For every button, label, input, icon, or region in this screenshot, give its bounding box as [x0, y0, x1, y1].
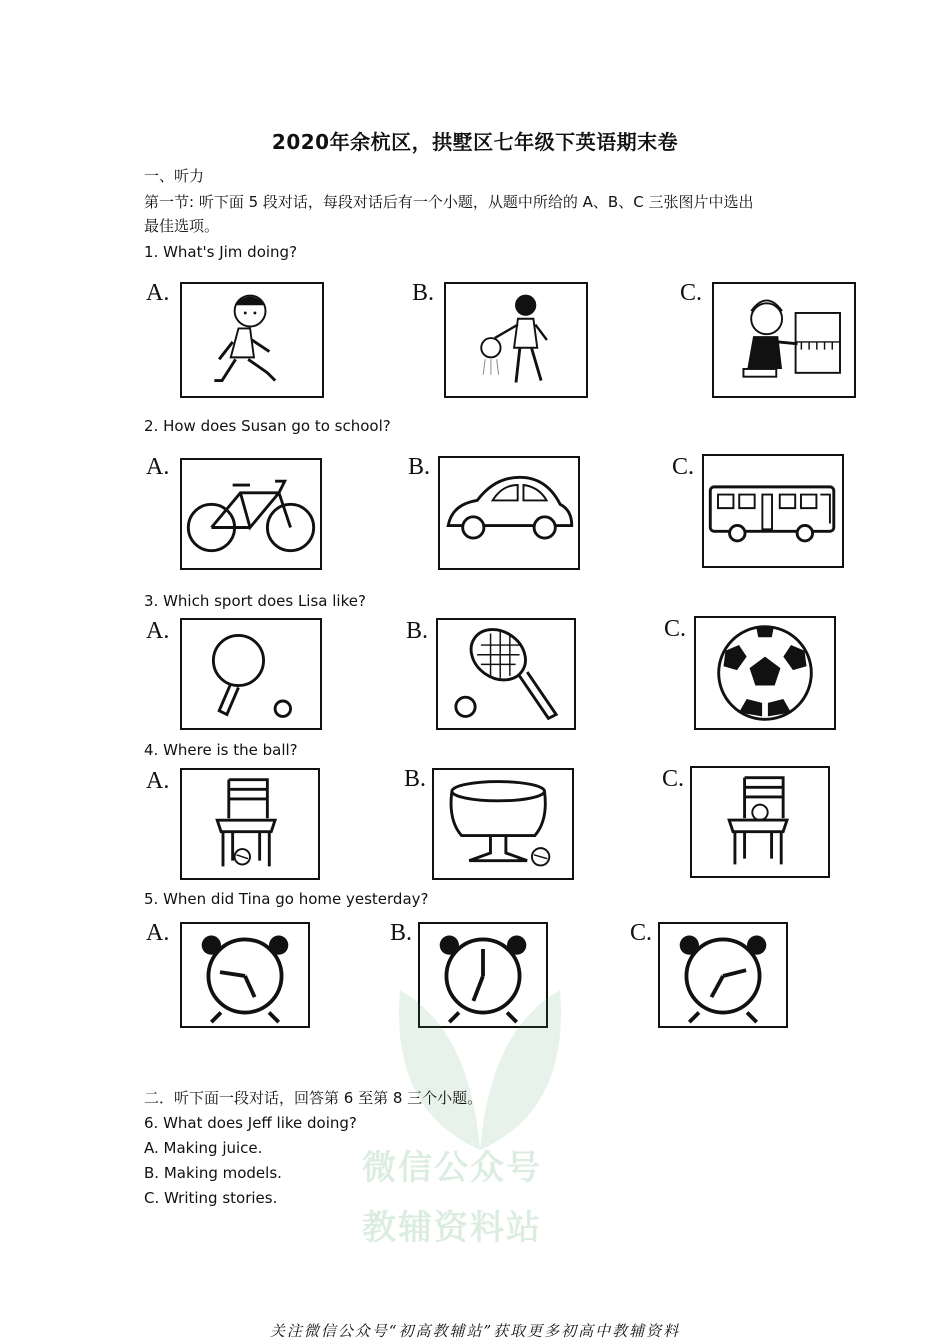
ball-under-chair-icon[interactable] [180, 768, 320, 880]
option-letter-5c: C. [630, 920, 653, 946]
section2-heading: 二．听下面一段对话，回答第 6 至第 8 三个小题。 [144, 1089, 483, 1107]
question-3: 3. Which sport does Lisa like? [144, 592, 366, 610]
section1-instruction: 第一节: 听下面 5 段对话，每段对话后有一个小题，从题中所给的 A、B、C 三张图片中选出 [144, 193, 754, 211]
watermark-line1: 微信公众号 [362, 1148, 542, 1188]
q6-option-a: A. Making juice. [144, 1139, 263, 1157]
option-letter-4a: A. [146, 768, 170, 794]
q6-option-c: C. Writing stories. [144, 1189, 278, 1207]
footer-note: 关注微信公众号“初高教辅站”获取更多初高中教辅资料 [269, 1322, 681, 1340]
option-letter-2b: B. [408, 454, 431, 480]
option-letter-3b: B. [406, 618, 429, 644]
car-icon[interactable] [438, 456, 580, 570]
option-letter-4c: C. [662, 766, 685, 792]
ball-on-chair-icon[interactable] [690, 766, 830, 878]
boy-piano-icon[interactable] [712, 282, 856, 398]
option-letter-1b: B. [412, 280, 435, 306]
tennis-icon[interactable] [436, 618, 576, 730]
soccer-ball-icon[interactable] [694, 616, 836, 730]
option-letter-4b: B. [404, 766, 427, 792]
question-2: 2. How does Susan go to school? [144, 417, 391, 435]
option-letter-2a: A. [146, 454, 170, 480]
q6-option-b: B. Making models. [144, 1164, 282, 1182]
page-title: 2020年余杭区，拱墅区七年级下英语期末卷 [271, 130, 679, 154]
option-letter-1a: A. [146, 280, 170, 306]
alarm-clock-icon[interactable] [658, 922, 788, 1028]
question-6: 6. What does Jeff like doing? [144, 1114, 357, 1132]
option-letter-5a: A. [146, 920, 170, 946]
section1-instruction-cont: 最佳选项。 [144, 217, 220, 235]
leaf-watermark-icon [360, 960, 600, 1160]
question-1: 1. What's Jim doing? [144, 243, 298, 261]
alarm-clock-icon[interactable] [180, 922, 310, 1028]
option-letter-3a: A. [146, 618, 170, 644]
option-letter-2c: C. [672, 454, 695, 480]
bus-icon[interactable] [702, 454, 844, 568]
option-letter-1c: C. [680, 280, 703, 306]
bicycle-icon[interactable] [180, 458, 322, 570]
watermark-line2: 教辅资料站 [362, 1208, 542, 1248]
ping-pong-icon[interactable] [180, 618, 322, 730]
running-boy-icon[interactable] [180, 282, 324, 398]
option-letter-3c: C. [664, 616, 687, 642]
section1-heading: 一、听力 [144, 167, 205, 185]
question-5: 5. When did Tina go home yesterday? [144, 890, 429, 908]
ball-by-table-icon[interactable] [432, 768, 574, 880]
boy-basketball-icon[interactable] [444, 282, 588, 398]
option-letter-5b: B. [390, 920, 413, 946]
question-4: 4. Where is the ball? [144, 741, 298, 759]
